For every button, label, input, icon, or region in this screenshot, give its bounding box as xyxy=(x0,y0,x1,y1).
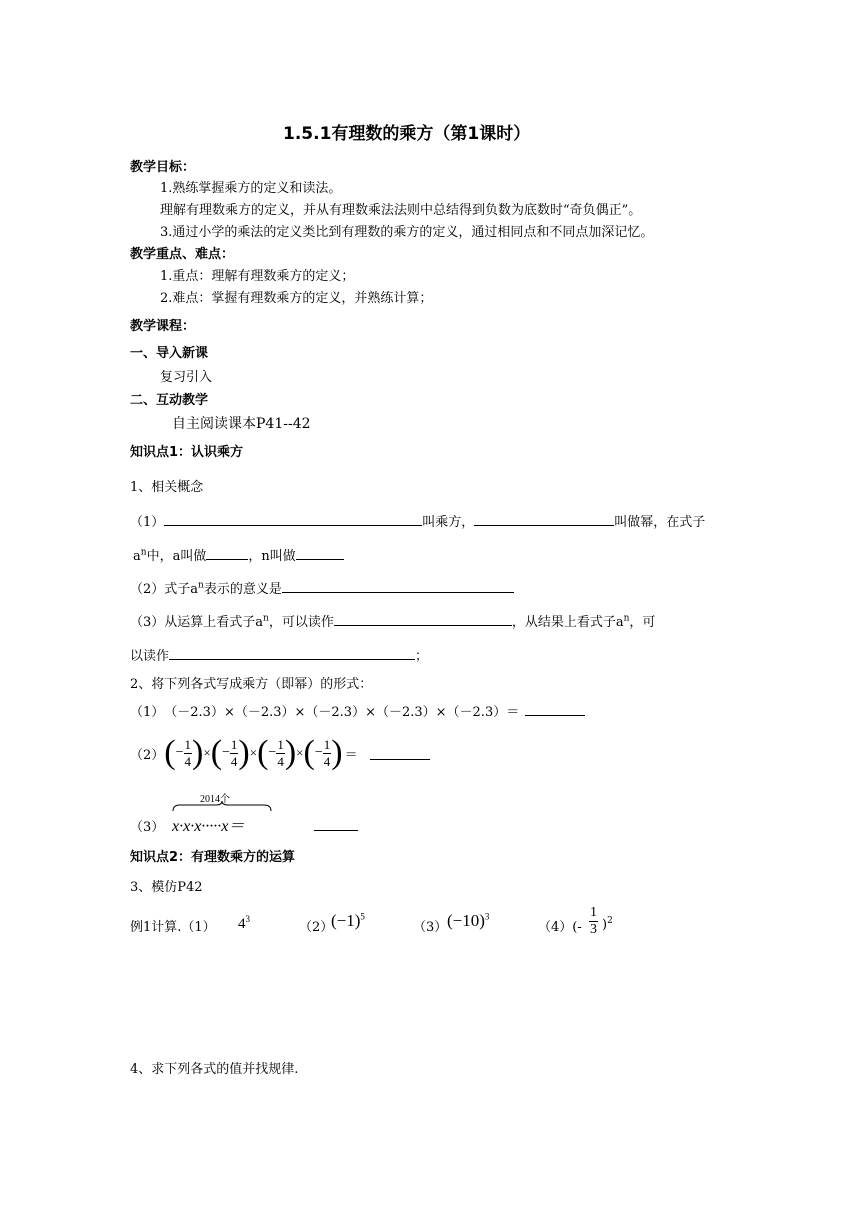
text-read-as-2: 以读作 xyxy=(130,649,170,664)
section-heading-interactive: 二、互动教学 xyxy=(130,393,209,408)
question-4-heading: 4、求下列各式的值并找规律. xyxy=(130,1062,299,1077)
example-1-close xyxy=(602,916,613,932)
question-1-line-2 xyxy=(133,545,344,564)
exp-n: n xyxy=(623,613,630,624)
section-heading-intro: 一、导入新课 xyxy=(130,346,209,361)
objective-item-2: 理解有理数乘方的定义，并从有理数乘法法则中总结得到负数为底数时“奇负偶正”。 xyxy=(160,203,642,218)
blank-base[interactable] xyxy=(206,546,248,560)
times-sign: × xyxy=(296,745,304,760)
blank-answer-2[interactable] xyxy=(370,746,430,760)
denominator: 3 xyxy=(590,922,597,937)
knowledge-point-2: 知识点2：有理数乘方的运算 xyxy=(130,850,296,865)
minus-sign: − xyxy=(314,745,323,760)
example-1-expr-3 xyxy=(447,911,489,931)
fraction xyxy=(230,737,239,770)
text-called-mi: 叫做幂，在式子 xyxy=(614,515,706,530)
numerator: 1 xyxy=(323,736,331,752)
example-1-fraction xyxy=(589,905,598,938)
example-1-expr-2 xyxy=(331,911,365,931)
left-paren: ( xyxy=(210,734,223,771)
numerator: 1 xyxy=(230,736,238,752)
keypoint-item-1: 1.重点：理解有理数乘方的定义； xyxy=(160,269,355,284)
exponent: 3 xyxy=(484,911,490,922)
minus-sign: − xyxy=(222,745,230,760)
example-1-label-3: （3） xyxy=(413,920,448,935)
example-1-label-4: （4）(- xyxy=(538,920,582,935)
repeated-product: x·x·x·····x＝ xyxy=(172,818,245,835)
example-1-expr-1 xyxy=(238,914,250,933)
section-text-interactive: 自主阅读课本P41--42 xyxy=(172,416,311,432)
minus-sign: − xyxy=(268,745,277,760)
question-1-line-3 xyxy=(130,578,514,597)
question-2-line-1 xyxy=(130,701,585,720)
label-1: （1） xyxy=(130,515,165,530)
fraction xyxy=(276,737,285,770)
text-meaning: 表示的意义是 xyxy=(203,582,282,597)
keypoints-heading: 教学重点、难点： xyxy=(130,247,235,262)
question-2-heading: 2、将下列各式写成乘方（即幂）的形式： xyxy=(130,677,373,692)
right-paren: ) xyxy=(238,734,250,771)
exp-n: n xyxy=(198,580,204,591)
times-sign: × xyxy=(249,745,258,760)
objective-item-3: 3.通过小学的乘法的定义类比到有理数的乘方的定义，通过相同点和不同点加深记忆。 xyxy=(160,225,654,240)
numerator: 1 xyxy=(590,905,597,920)
text-operation-view: （3）从运算上看式子a xyxy=(130,615,264,630)
objectives-heading: 教学目标： xyxy=(130,160,196,175)
blank-meaning[interactable] xyxy=(282,579,514,593)
exponent: 3 xyxy=(245,914,250,924)
blank-power-definition[interactable] xyxy=(164,512,422,526)
text-semicolon: ； xyxy=(415,649,429,664)
objective-item-1: 1.熟练掌握乘方的定义和读法。 xyxy=(160,181,342,196)
text-a-called: 中，a叫做 xyxy=(146,549,207,564)
denominator: 4 xyxy=(277,753,284,769)
close-paren: ) xyxy=(602,917,608,933)
question-2-line-2 xyxy=(130,731,430,775)
left-paren: ( xyxy=(257,734,269,771)
denominator: 4 xyxy=(230,753,238,769)
keypoint-item-2: 2.难点：掌握有理数乘方的定义，并熟练计算； xyxy=(160,291,433,306)
question-2-label-3: （3） xyxy=(130,820,165,835)
course-heading: 教学课程： xyxy=(130,319,196,334)
denominator: 4 xyxy=(323,753,331,769)
left-paren: ( xyxy=(164,734,176,771)
text-called-power: 叫乘方， xyxy=(422,515,475,530)
base: 4 xyxy=(238,916,246,932)
label-2: （2） xyxy=(130,747,165,763)
var-a: a xyxy=(133,549,141,564)
denominator: 4 xyxy=(184,753,192,769)
numerator: 1 xyxy=(277,736,284,752)
text-n-called: ，n叫做 xyxy=(248,549,296,564)
blank-read-operation[interactable] xyxy=(334,612,512,626)
right-paren: ) xyxy=(192,734,204,771)
exponent: 2 xyxy=(607,916,613,926)
exp-n: n xyxy=(140,547,147,558)
blank-exponent-result[interactable] xyxy=(474,512,614,526)
left-paren: ( xyxy=(303,734,315,771)
times-sign: × xyxy=(203,745,211,760)
blank-read-result[interactable] xyxy=(169,646,415,660)
equals-sign: ＝ xyxy=(344,746,358,762)
question-3-heading: 3、模仿P42 xyxy=(130,880,203,895)
overbrace xyxy=(172,800,272,812)
question-1-line-1 xyxy=(130,511,705,530)
right-paren: ) xyxy=(284,734,297,771)
text-result-view: ，从结果上看式子a xyxy=(511,615,624,630)
fraction xyxy=(184,737,193,770)
base: (−10) xyxy=(447,911,485,930)
text-expression: （2）式子a xyxy=(130,582,199,597)
section-text-intro: 复习引入 xyxy=(160,370,213,385)
minus-sign: − xyxy=(175,745,184,760)
blank-exponent[interactable] xyxy=(296,546,344,560)
question-1-line-4 xyxy=(130,611,655,630)
exp-n: n xyxy=(263,613,269,624)
knowledge-point-1: 知识点1：认识乘方 xyxy=(130,445,244,460)
example-1-label-2: （2） xyxy=(299,920,334,935)
brace-label: 2014个 xyxy=(200,794,230,805)
right-paren: ) xyxy=(331,734,343,771)
text-can: ，可 xyxy=(629,615,656,630)
text-read-as: ，可以读作 xyxy=(268,615,334,630)
product-expression: （1） （－2.3）×（－2.3）×（－2.3）×（－2.3）×（－2.3）＝ xyxy=(130,705,520,720)
exponent: 5 xyxy=(360,911,365,922)
page-title: 1.5.1有理数的乘方（第1课时） xyxy=(283,124,531,144)
numerator: 1 xyxy=(184,736,192,752)
blank-answer-3[interactable] xyxy=(314,817,358,831)
blank-answer-1[interactable] xyxy=(525,702,585,716)
question-1-line-5 xyxy=(130,645,428,664)
base: (−1) xyxy=(331,911,361,930)
example-1-label: 例1计算.（1） xyxy=(130,920,216,935)
fraction xyxy=(323,737,332,770)
question-1-heading: 1、相关概念 xyxy=(130,480,204,495)
